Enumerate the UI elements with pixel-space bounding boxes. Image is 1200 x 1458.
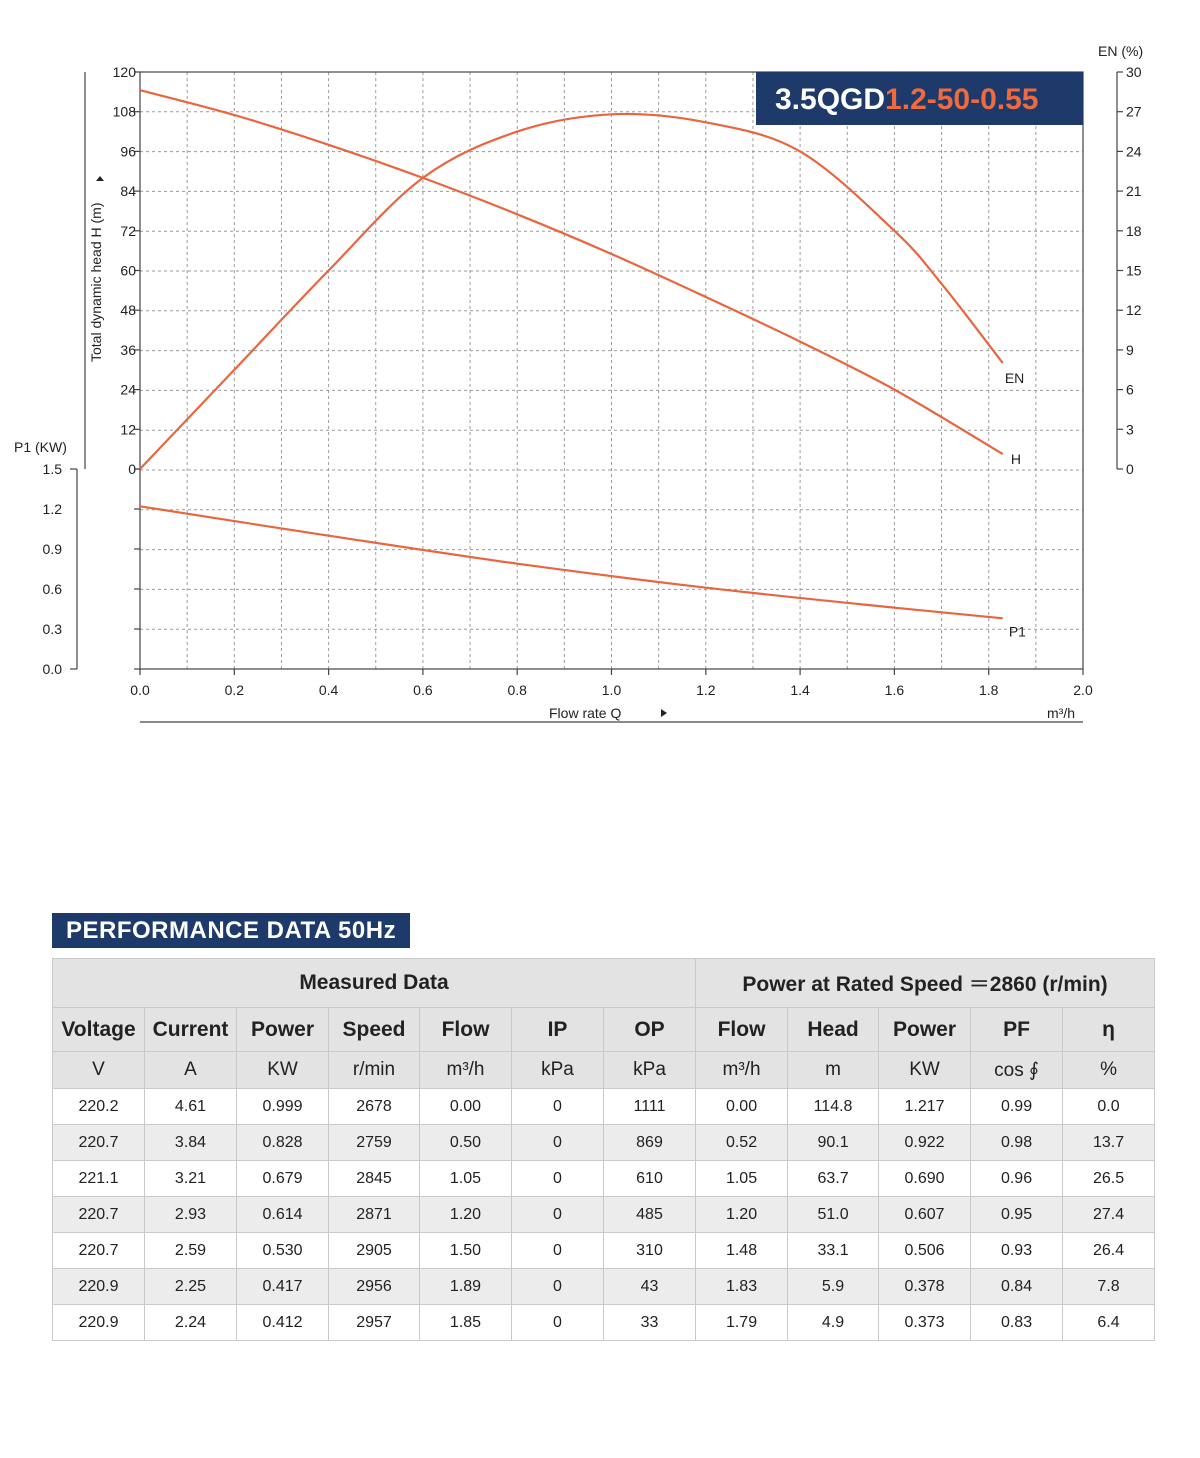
table-cell: 0.96	[971, 1161, 1063, 1197]
table-cell: 1.48	[696, 1233, 788, 1269]
x-tick-label: 0.6	[413, 682, 433, 698]
table-cell: 221.1	[53, 1161, 145, 1197]
table-cell: 220.7	[53, 1125, 145, 1161]
head-axis-label: Total dynamic head H (m)	[88, 202, 104, 362]
column-header: PF	[971, 1008, 1063, 1052]
column-unit: m³/h	[696, 1052, 788, 1089]
table-cell: 0.378	[879, 1269, 971, 1305]
x-tick-label: 1.0	[601, 682, 622, 698]
table-cell: 1.20	[696, 1197, 788, 1233]
column-header: OP	[604, 1008, 696, 1052]
table-cell: 27.4	[1063, 1197, 1155, 1233]
table-cell: 7.8	[1063, 1269, 1155, 1305]
eff-tick-label: 21	[1126, 183, 1142, 200]
table-row	[53, 1089, 1155, 1125]
head-axis-ticks	[113, 64, 140, 477]
model-suffix: 1.2-50-0.55	[885, 83, 1039, 116]
curve-en	[140, 114, 1003, 469]
table-cell: 0.614	[237, 1197, 329, 1233]
table-cell: 0	[512, 1161, 604, 1197]
table-cell: 4.9	[788, 1305, 879, 1341]
table-cell: 0.52	[696, 1125, 788, 1161]
table-cell: 0.417	[237, 1269, 329, 1305]
model-prefix: 3.5QGD	[775, 83, 886, 116]
head-tick-label: 60	[120, 262, 136, 279]
table-cell: 0.99	[971, 1089, 1063, 1125]
table-cell: 0	[512, 1305, 604, 1341]
table-cell: 26.5	[1063, 1161, 1155, 1197]
column-header: Flow	[420, 1008, 512, 1052]
table-cell: 0.93	[971, 1233, 1063, 1269]
table-cell: 0.412	[237, 1305, 329, 1341]
table-cell: 869	[604, 1125, 696, 1161]
eff-tick-label: 3	[1126, 421, 1134, 438]
group-rated: Power at Rated Speed ＝2860 (r/min)	[696, 959, 1155, 1008]
table-cell: 2678	[329, 1089, 420, 1125]
table-cell: 2.24	[145, 1305, 237, 1341]
x-axis-arrow	[661, 709, 667, 717]
table-cell: 0.84	[971, 1269, 1063, 1305]
table-cell: 0.679	[237, 1161, 329, 1197]
curve-label-en: EN	[1004, 370, 1025, 387]
group-measured: Measured Data	[53, 959, 696, 1008]
power-tick-label: 0.0	[42, 661, 62, 677]
table-cell: 1.79	[696, 1305, 788, 1341]
table-cell: 3.21	[145, 1161, 237, 1197]
column-unit: A	[145, 1052, 237, 1089]
header-row	[53, 1008, 1155, 1052]
table-cell: 63.7	[788, 1161, 879, 1197]
curve-label-p1: P1	[1008, 623, 1026, 640]
table-cell: 220.7	[53, 1197, 145, 1233]
head-axis-arrow	[96, 176, 104, 181]
curve-h	[140, 90, 1003, 454]
model-badge-text	[775, 83, 1039, 116]
table-cell: 0	[512, 1269, 604, 1305]
table-cell: 220.2	[53, 1089, 145, 1125]
eff-tick-label: 18	[1126, 222, 1142, 239]
table-cell: 0.0	[1063, 1089, 1155, 1125]
table-row	[53, 1125, 1155, 1161]
table-cell: 13.7	[1063, 1125, 1155, 1161]
x-tick-label: 0.8	[507, 682, 527, 698]
table-cell: 0	[512, 1197, 604, 1233]
column-header: Power	[879, 1008, 971, 1052]
table-cell: 90.1	[788, 1125, 879, 1161]
column-unit: V	[53, 1052, 145, 1089]
table-cell: 0.999	[237, 1089, 329, 1125]
column-header: Power	[237, 1008, 329, 1052]
power-tick-label: 1.5	[42, 461, 62, 477]
table-cell: 0.530	[237, 1233, 329, 1269]
table-cell: 2871	[329, 1197, 420, 1233]
x-tick-label: 1.2	[696, 682, 716, 698]
table-cell: 51.0	[788, 1197, 879, 1233]
head-tick-label: 24	[120, 381, 136, 398]
x-tick-label: 1.6	[884, 682, 905, 698]
chart-grid	[140, 72, 1083, 669]
table-cell: 0.690	[879, 1161, 971, 1197]
eff-tick-label: 0	[1126, 461, 1134, 477]
table-cell: 2957	[329, 1305, 420, 1341]
column-header: Voltage	[53, 1008, 145, 1052]
table-cell: 43	[604, 1269, 696, 1305]
x-axis-label: Flow rate Q	[549, 705, 622, 721]
x-tick-label: 2.0	[1073, 682, 1093, 698]
curve-label-h: H	[1010, 451, 1021, 468]
plot-frame	[140, 72, 1083, 669]
eff-tick-label: 15	[1126, 262, 1142, 279]
power-tick-label: 0.6	[42, 581, 62, 597]
column-unit: m	[788, 1052, 879, 1089]
table-cell: 0.83	[971, 1305, 1063, 1341]
column-unit: kPa	[512, 1052, 604, 1089]
eff-axis-label: EN (%)	[1098, 43, 1144, 59]
table-cell: 1.217	[879, 1089, 971, 1125]
table-cell: 26.4	[1063, 1233, 1155, 1269]
head-tick-label: 84	[120, 183, 136, 200]
table-cell: 0.00	[420, 1089, 512, 1125]
table-cell: 0.98	[971, 1125, 1063, 1161]
table-cell: 220.7	[53, 1233, 145, 1269]
table-cell: 0.00	[696, 1089, 788, 1125]
table-cell: 0	[512, 1125, 604, 1161]
table-cell: 2.59	[145, 1233, 237, 1269]
head-tick-label: 48	[120, 302, 136, 319]
x-axis-unit: m³/h	[1047, 705, 1075, 721]
table-cell: 1.83	[696, 1269, 788, 1305]
table-cell: 0.373	[879, 1305, 971, 1341]
column-unit: kPa	[604, 1052, 696, 1089]
eff-axis-ticks	[1117, 64, 1142, 477]
table-cell: 33	[604, 1305, 696, 1341]
table-cell: 33.1	[788, 1233, 879, 1269]
table-cell: 114.8	[788, 1089, 879, 1125]
table-cell: 2905	[329, 1233, 420, 1269]
table-row	[53, 1197, 1155, 1233]
column-unit: cos ∮	[971, 1052, 1063, 1089]
table-cell: 2759	[329, 1125, 420, 1161]
table-cell: 1.05	[420, 1161, 512, 1197]
table-row	[53, 1161, 1155, 1197]
eff-tick-label: 12	[1126, 302, 1142, 319]
table-row	[53, 1269, 1155, 1305]
table-cell: 1111	[604, 1089, 696, 1125]
column-unit: %	[1063, 1052, 1155, 1089]
table-cell: 1.85	[420, 1305, 512, 1341]
table-cell: 2.25	[145, 1269, 237, 1305]
power-axis-ticks	[43, 461, 140, 677]
section-title: PERFORMANCE DATA 50Hz	[52, 913, 410, 948]
power-tick-label: 0.3	[42, 621, 62, 637]
eff-tick-label: 24	[1126, 143, 1142, 160]
table-cell: 4.61	[145, 1089, 237, 1125]
table-cell: 0.828	[237, 1125, 329, 1161]
column-unit: m³/h	[420, 1052, 512, 1089]
head-tick-label: 12	[120, 421, 136, 438]
table-cell: 0	[512, 1233, 604, 1269]
table-cell: 220.9	[53, 1269, 145, 1305]
head-tick-label: 96	[120, 143, 136, 160]
performance-table	[52, 958, 1155, 1341]
power-tick-label: 1.2	[42, 501, 62, 517]
column-header: Current	[145, 1008, 237, 1052]
table-row	[53, 1233, 1155, 1269]
table-cell: 0.506	[879, 1233, 971, 1269]
eff-tick-label: 30	[1126, 64, 1142, 80]
eff-tick-label: 9	[1126, 341, 1134, 358]
head-tick-label: 108	[112, 103, 136, 120]
column-header: Flow	[696, 1008, 788, 1052]
column-unit: r/min	[329, 1052, 420, 1089]
x-axis-ticks	[130, 669, 1093, 698]
column-header: η	[1063, 1008, 1155, 1052]
table-cell: 310	[604, 1233, 696, 1269]
power-tick-label: 0.9	[42, 541, 62, 557]
table-cell: 1.89	[420, 1269, 512, 1305]
table-cell: 1.50	[420, 1233, 512, 1269]
eff-tick-label: 27	[1126, 103, 1142, 120]
x-tick-label: 1.8	[978, 682, 999, 698]
x-tick-label: 1.4	[790, 682, 810, 698]
head-tick-label: 120	[112, 64, 136, 80]
head-tick-label: 36	[120, 341, 136, 358]
table-cell: 0.922	[879, 1125, 971, 1161]
column-header: IP	[512, 1008, 604, 1052]
table-cell: 0.607	[879, 1197, 971, 1233]
column-header: Head	[788, 1008, 879, 1052]
table-cell: 485	[604, 1197, 696, 1233]
power-axis-label: P1 (KW)	[14, 439, 67, 455]
table-cell: 2845	[329, 1161, 420, 1197]
table-cell: 2.93	[145, 1197, 237, 1233]
table-cell: 2956	[329, 1269, 420, 1305]
table-row	[53, 1305, 1155, 1341]
column-header: Speed	[329, 1008, 420, 1052]
table-cell: 0	[512, 1089, 604, 1125]
table-cell: 1.20	[420, 1197, 512, 1233]
table-cell: 5.9	[788, 1269, 879, 1305]
head-tick-label: 72	[120, 222, 136, 239]
table-cell: 0.50	[420, 1125, 512, 1161]
column-unit: KW	[879, 1052, 971, 1089]
x-tick-label: 0.0	[130, 682, 150, 698]
table-cell: 0.95	[971, 1197, 1063, 1233]
column-unit: KW	[237, 1052, 329, 1089]
unit-row	[53, 1052, 1155, 1089]
table-cell: 1.05	[696, 1161, 788, 1197]
eff-tick-label: 6	[1126, 381, 1134, 398]
table-cell: 6.4	[1063, 1305, 1155, 1341]
curve-p1	[140, 506, 1003, 618]
x-tick-label: 0.4	[318, 682, 339, 698]
table-body	[53, 1089, 1155, 1341]
chart-curves	[140, 90, 1026, 639]
table-cell: 610	[604, 1161, 696, 1197]
table-cell: 220.9	[53, 1305, 145, 1341]
head-tick-label: 0	[128, 461, 136, 477]
table-cell: 3.84	[145, 1125, 237, 1161]
x-tick-label: 0.2	[224, 682, 245, 698]
